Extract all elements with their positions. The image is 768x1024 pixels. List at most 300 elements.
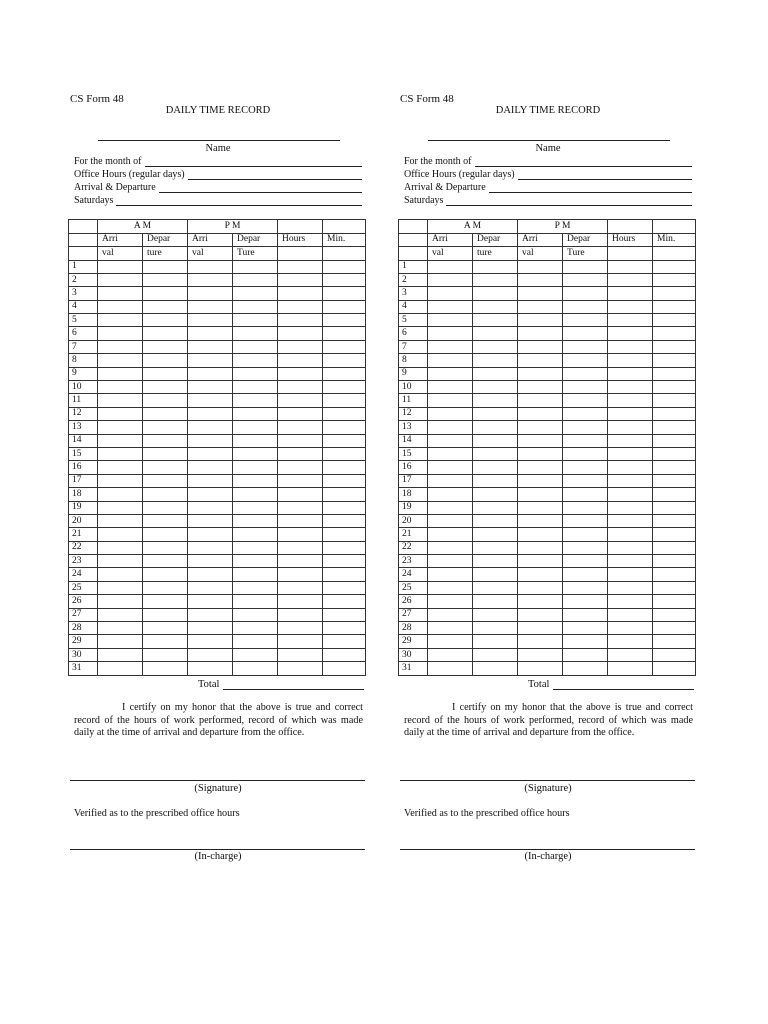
hours-cell[interactable]	[608, 514, 653, 527]
am-departure-cell[interactable]	[143, 287, 188, 300]
pm-arrival-cell[interactable]	[188, 300, 233, 313]
am-arrival-cell[interactable]	[98, 608, 143, 621]
am-arrival-cell[interactable]	[98, 662, 143, 675]
am-arrival-cell[interactable]	[98, 447, 143, 460]
hours-cell[interactable]	[278, 635, 323, 648]
am-departure-cell[interactable]	[143, 528, 188, 541]
min-cell[interactable]	[653, 447, 696, 460]
office-hours-line[interactable]	[188, 170, 362, 180]
pm-arrival-cell[interactable]	[518, 595, 563, 608]
min-cell[interactable]	[323, 608, 366, 621]
am-departure-cell[interactable]	[473, 394, 518, 407]
pm-arrival-cell[interactable]	[188, 662, 233, 675]
am-arrival-cell[interactable]	[98, 340, 143, 353]
am-arrival-cell[interactable]	[428, 260, 473, 273]
am-departure-cell[interactable]	[473, 273, 518, 286]
pm-departure-cell[interactable]	[233, 488, 278, 501]
am-arrival-cell[interactable]	[428, 300, 473, 313]
pm-arrival-cell[interactable]	[188, 461, 233, 474]
pm-arrival-cell[interactable]	[518, 394, 563, 407]
am-departure-cell[interactable]	[143, 260, 188, 273]
min-cell[interactable]	[323, 488, 366, 501]
am-arrival-cell[interactable]	[428, 662, 473, 675]
pm-arrival-cell[interactable]	[518, 340, 563, 353]
am-arrival-cell[interactable]	[98, 367, 143, 380]
am-arrival-cell[interactable]	[428, 648, 473, 661]
min-cell[interactable]	[653, 648, 696, 661]
am-arrival-cell[interactable]	[98, 287, 143, 300]
hours-cell[interactable]	[278, 273, 323, 286]
pm-departure-cell[interactable]	[233, 461, 278, 474]
am-arrival-cell[interactable]	[428, 528, 473, 541]
pm-arrival-cell[interactable]	[188, 340, 233, 353]
am-departure-cell[interactable]	[473, 354, 518, 367]
pm-arrival-cell[interactable]	[188, 608, 233, 621]
am-departure-cell[interactable]	[473, 474, 518, 487]
pm-arrival-cell[interactable]	[518, 407, 563, 420]
pm-departure-cell[interactable]	[233, 407, 278, 420]
hours-cell[interactable]	[608, 568, 653, 581]
am-departure-cell[interactable]	[143, 394, 188, 407]
am-arrival-cell[interactable]	[428, 407, 473, 420]
pm-departure-cell[interactable]	[233, 434, 278, 447]
total-field[interactable]	[528, 678, 694, 690]
pm-arrival-cell[interactable]	[518, 421, 563, 434]
min-cell[interactable]	[323, 514, 366, 527]
hours-cell[interactable]	[608, 581, 653, 594]
month-field[interactable]	[404, 155, 692, 167]
am-departure-cell[interactable]	[473, 407, 518, 420]
am-departure-cell[interactable]	[143, 314, 188, 327]
pm-arrival-cell[interactable]	[518, 287, 563, 300]
am-departure-cell[interactable]	[143, 541, 188, 554]
hours-cell[interactable]	[278, 488, 323, 501]
pm-departure-cell[interactable]	[233, 367, 278, 380]
min-cell[interactable]	[323, 273, 366, 286]
pm-departure-cell[interactable]	[563, 568, 608, 581]
hours-cell[interactable]	[278, 528, 323, 541]
am-arrival-cell[interactable]	[428, 488, 473, 501]
am-departure-cell[interactable]	[143, 354, 188, 367]
min-cell[interactable]	[653, 327, 696, 340]
am-departure-cell[interactable]	[143, 273, 188, 286]
am-arrival-cell[interactable]	[98, 461, 143, 474]
pm-departure-cell[interactable]	[233, 287, 278, 300]
pm-arrival-cell[interactable]	[518, 447, 563, 460]
hours-cell[interactable]	[608, 287, 653, 300]
hours-cell[interactable]	[608, 488, 653, 501]
pm-arrival-cell[interactable]	[518, 528, 563, 541]
am-departure-cell[interactable]	[473, 434, 518, 447]
am-departure-cell[interactable]	[473, 635, 518, 648]
am-departure-cell[interactable]	[143, 514, 188, 527]
hours-cell[interactable]	[278, 555, 323, 568]
pm-arrival-cell[interactable]	[188, 314, 233, 327]
am-departure-cell[interactable]	[143, 648, 188, 661]
hours-cell[interactable]	[278, 662, 323, 675]
am-departure-cell[interactable]	[473, 662, 518, 675]
pm-arrival-cell[interactable]	[188, 568, 233, 581]
am-departure-cell[interactable]	[143, 300, 188, 313]
hours-cell[interactable]	[278, 595, 323, 608]
hours-cell[interactable]	[278, 367, 323, 380]
pm-departure-cell[interactable]	[563, 287, 608, 300]
pm-arrival-cell[interactable]	[188, 541, 233, 554]
am-departure-cell[interactable]	[143, 662, 188, 675]
hours-cell[interactable]	[278, 541, 323, 554]
min-cell[interactable]	[323, 461, 366, 474]
pm-arrival-cell[interactable]	[188, 501, 233, 514]
hours-cell[interactable]	[608, 367, 653, 380]
am-arrival-cell[interactable]	[428, 394, 473, 407]
hours-cell[interactable]	[278, 501, 323, 514]
pm-departure-cell[interactable]	[233, 381, 278, 394]
pm-departure-cell[interactable]	[233, 394, 278, 407]
min-cell[interactable]	[653, 595, 696, 608]
pm-departure-cell[interactable]	[233, 447, 278, 460]
am-departure-cell[interactable]	[473, 327, 518, 340]
am-departure-cell[interactable]	[143, 474, 188, 487]
pm-departure-cell[interactable]	[563, 314, 608, 327]
pm-arrival-cell[interactable]	[518, 300, 563, 313]
hours-cell[interactable]	[278, 648, 323, 661]
am-arrival-cell[interactable]	[428, 608, 473, 621]
pm-arrival-cell[interactable]	[188, 394, 233, 407]
pm-arrival-cell[interactable]	[188, 273, 233, 286]
am-arrival-cell[interactable]	[428, 447, 473, 460]
am-departure-cell[interactable]	[143, 581, 188, 594]
hours-cell[interactable]	[608, 662, 653, 675]
min-cell[interactable]	[323, 407, 366, 420]
hours-cell[interactable]	[278, 327, 323, 340]
min-cell[interactable]	[323, 394, 366, 407]
hours-cell[interactable]	[608, 381, 653, 394]
min-cell[interactable]	[653, 394, 696, 407]
am-arrival-cell[interactable]	[98, 581, 143, 594]
hours-cell[interactable]	[278, 300, 323, 313]
am-arrival-cell[interactable]	[98, 273, 143, 286]
pm-departure-cell[interactable]	[563, 447, 608, 460]
hours-cell[interactable]	[278, 622, 323, 635]
min-cell[interactable]	[323, 581, 366, 594]
hours-cell[interactable]	[608, 447, 653, 460]
am-departure-cell[interactable]	[473, 287, 518, 300]
arrival-departure-field[interactable]	[74, 181, 362, 193]
am-departure-cell[interactable]	[143, 421, 188, 434]
pm-departure-cell[interactable]	[563, 501, 608, 514]
pm-arrival-cell[interactable]	[188, 367, 233, 380]
pm-arrival-cell[interactable]	[188, 528, 233, 541]
pm-departure-cell[interactable]	[563, 622, 608, 635]
pm-departure-cell[interactable]	[563, 488, 608, 501]
hours-cell[interactable]	[278, 407, 323, 420]
min-cell[interactable]	[653, 501, 696, 514]
pm-departure-cell[interactable]	[233, 260, 278, 273]
am-departure-cell[interactable]	[143, 635, 188, 648]
am-departure-cell[interactable]	[473, 461, 518, 474]
pm-departure-cell[interactable]	[233, 340, 278, 353]
pm-arrival-cell[interactable]	[518, 581, 563, 594]
min-cell[interactable]	[323, 474, 366, 487]
min-cell[interactable]	[653, 260, 696, 273]
min-cell[interactable]	[653, 381, 696, 394]
am-departure-cell[interactable]	[143, 461, 188, 474]
min-cell[interactable]	[323, 622, 366, 635]
am-arrival-cell[interactable]	[98, 648, 143, 661]
pm-departure-cell[interactable]	[563, 608, 608, 621]
saturdays-field[interactable]	[74, 194, 362, 206]
hours-cell[interactable]	[278, 514, 323, 527]
pm-arrival-cell[interactable]	[188, 514, 233, 527]
pm-arrival-cell[interactable]	[188, 581, 233, 594]
pm-departure-cell[interactable]	[233, 568, 278, 581]
hours-cell[interactable]	[278, 581, 323, 594]
hours-cell[interactable]	[608, 300, 653, 313]
min-cell[interactable]	[323, 648, 366, 661]
hours-cell[interactable]	[278, 434, 323, 447]
hours-cell[interactable]	[608, 327, 653, 340]
min-cell[interactable]	[653, 528, 696, 541]
am-arrival-cell[interactable]	[428, 595, 473, 608]
pm-departure-cell[interactable]	[233, 662, 278, 675]
pm-arrival-cell[interactable]	[188, 648, 233, 661]
hours-cell[interactable]	[608, 622, 653, 635]
am-arrival-cell[interactable]	[428, 568, 473, 581]
am-arrival-cell[interactable]	[98, 528, 143, 541]
pm-departure-cell[interactable]	[563, 354, 608, 367]
min-cell[interactable]	[653, 340, 696, 353]
pm-arrival-cell[interactable]	[188, 421, 233, 434]
am-arrival-cell[interactable]	[428, 434, 473, 447]
total-field[interactable]	[198, 678, 364, 690]
pm-departure-cell[interactable]	[563, 434, 608, 447]
pm-arrival-cell[interactable]	[518, 314, 563, 327]
am-arrival-cell[interactable]	[98, 300, 143, 313]
arrival-departure-line[interactable]	[159, 183, 362, 193]
am-arrival-cell[interactable]	[98, 541, 143, 554]
month-field[interactable]	[74, 155, 362, 167]
hours-cell[interactable]	[278, 461, 323, 474]
pm-arrival-cell[interactable]	[518, 568, 563, 581]
am-arrival-cell[interactable]	[98, 421, 143, 434]
am-departure-cell[interactable]	[473, 300, 518, 313]
am-arrival-cell[interactable]	[428, 514, 473, 527]
min-cell[interactable]	[323, 501, 366, 514]
signature-line[interactable]	[400, 780, 695, 781]
pm-departure-cell[interactable]	[233, 608, 278, 621]
pm-departure-cell[interactable]	[563, 461, 608, 474]
hours-cell[interactable]	[608, 528, 653, 541]
am-departure-cell[interactable]	[473, 421, 518, 434]
min-cell[interactable]	[323, 327, 366, 340]
hours-cell[interactable]	[608, 340, 653, 353]
min-cell[interactable]	[653, 287, 696, 300]
hours-cell[interactable]	[278, 381, 323, 394]
min-cell[interactable]	[653, 488, 696, 501]
am-departure-cell[interactable]	[473, 340, 518, 353]
pm-departure-cell[interactable]	[563, 273, 608, 286]
min-cell[interactable]	[653, 461, 696, 474]
am-arrival-cell[interactable]	[428, 635, 473, 648]
am-departure-cell[interactable]	[143, 381, 188, 394]
am-departure-cell[interactable]	[473, 648, 518, 661]
min-cell[interactable]	[653, 434, 696, 447]
pm-arrival-cell[interactable]	[188, 287, 233, 300]
am-arrival-cell[interactable]	[98, 488, 143, 501]
am-arrival-cell[interactable]	[98, 354, 143, 367]
month-line[interactable]	[145, 157, 363, 167]
pm-arrival-cell[interactable]	[518, 501, 563, 514]
min-cell[interactable]	[653, 635, 696, 648]
hours-cell[interactable]	[278, 447, 323, 460]
pm-arrival-cell[interactable]	[518, 354, 563, 367]
min-cell[interactable]	[653, 367, 696, 380]
saturdays-field[interactable]	[404, 194, 692, 206]
min-cell[interactable]	[653, 421, 696, 434]
min-cell[interactable]	[323, 340, 366, 353]
hours-cell[interactable]	[278, 474, 323, 487]
am-arrival-cell[interactable]	[428, 581, 473, 594]
saturdays-line[interactable]	[446, 196, 692, 206]
hours-cell[interactable]	[608, 407, 653, 420]
am-departure-cell[interactable]	[473, 260, 518, 273]
pm-departure-cell[interactable]	[563, 381, 608, 394]
am-departure-cell[interactable]	[143, 488, 188, 501]
min-cell[interactable]	[653, 555, 696, 568]
min-cell[interactable]	[323, 447, 366, 460]
am-departure-cell[interactable]	[473, 608, 518, 621]
am-departure-cell[interactable]	[473, 381, 518, 394]
pm-departure-cell[interactable]	[563, 581, 608, 594]
pm-departure-cell[interactable]	[563, 394, 608, 407]
pm-departure-cell[interactable]	[563, 327, 608, 340]
hours-cell[interactable]	[278, 568, 323, 581]
am-departure-cell[interactable]	[143, 501, 188, 514]
am-departure-cell[interactable]	[143, 555, 188, 568]
min-cell[interactable]	[653, 581, 696, 594]
min-cell[interactable]	[323, 260, 366, 273]
min-cell[interactable]	[323, 635, 366, 648]
pm-arrival-cell[interactable]	[518, 381, 563, 394]
pm-departure-cell[interactable]	[563, 541, 608, 554]
name-field[interactable]	[428, 140, 670, 141]
pm-arrival-cell[interactable]	[188, 555, 233, 568]
am-arrival-cell[interactable]	[98, 474, 143, 487]
min-cell[interactable]	[653, 314, 696, 327]
am-arrival-cell[interactable]	[428, 461, 473, 474]
am-departure-cell[interactable]	[473, 528, 518, 541]
pm-departure-cell[interactable]	[563, 528, 608, 541]
pm-arrival-cell[interactable]	[188, 407, 233, 420]
am-arrival-cell[interactable]	[428, 273, 473, 286]
min-cell[interactable]	[323, 555, 366, 568]
am-departure-cell[interactable]	[143, 447, 188, 460]
pm-arrival-cell[interactable]	[188, 434, 233, 447]
min-cell[interactable]	[323, 541, 366, 554]
am-departure-cell[interactable]	[143, 340, 188, 353]
total-line[interactable]	[223, 680, 364, 690]
pm-departure-cell[interactable]	[563, 421, 608, 434]
min-cell[interactable]	[653, 568, 696, 581]
am-departure-cell[interactable]	[473, 595, 518, 608]
pm-departure-cell[interactable]	[563, 662, 608, 675]
hours-cell[interactable]	[278, 314, 323, 327]
min-cell[interactable]	[323, 662, 366, 675]
hours-cell[interactable]	[278, 260, 323, 273]
min-cell[interactable]	[653, 273, 696, 286]
pm-departure-cell[interactable]	[233, 622, 278, 635]
pm-arrival-cell[interactable]	[518, 662, 563, 675]
pm-departure-cell[interactable]	[233, 354, 278, 367]
pm-arrival-cell[interactable]	[188, 635, 233, 648]
pm-departure-cell[interactable]	[563, 514, 608, 527]
pm-departure-cell[interactable]	[233, 501, 278, 514]
am-arrival-cell[interactable]	[98, 260, 143, 273]
am-arrival-cell[interactable]	[98, 394, 143, 407]
min-cell[interactable]	[653, 300, 696, 313]
am-arrival-cell[interactable]	[98, 407, 143, 420]
min-cell[interactable]	[653, 622, 696, 635]
hours-cell[interactable]	[608, 461, 653, 474]
am-departure-cell[interactable]	[143, 608, 188, 621]
am-arrival-cell[interactable]	[98, 514, 143, 527]
hours-cell[interactable]	[608, 595, 653, 608]
pm-arrival-cell[interactable]	[518, 461, 563, 474]
am-arrival-cell[interactable]	[428, 367, 473, 380]
am-departure-cell[interactable]	[473, 488, 518, 501]
pm-departure-cell[interactable]	[563, 555, 608, 568]
in-charge-line[interactable]	[400, 849, 695, 850]
am-departure-cell[interactable]	[143, 407, 188, 420]
am-departure-cell[interactable]	[473, 501, 518, 514]
hours-cell[interactable]	[278, 394, 323, 407]
am-departure-cell[interactable]	[473, 622, 518, 635]
pm-arrival-cell[interactable]	[518, 260, 563, 273]
pm-departure-cell[interactable]	[563, 635, 608, 648]
pm-arrival-cell[interactable]	[518, 622, 563, 635]
office-hours-field[interactable]	[404, 168, 692, 180]
am-arrival-cell[interactable]	[428, 541, 473, 554]
pm-arrival-cell[interactable]	[518, 434, 563, 447]
am-arrival-cell[interactable]	[98, 568, 143, 581]
hours-cell[interactable]	[608, 394, 653, 407]
saturdays-line[interactable]	[116, 196, 362, 206]
hours-cell[interactable]	[608, 354, 653, 367]
pm-arrival-cell[interactable]	[188, 474, 233, 487]
am-departure-cell[interactable]	[143, 595, 188, 608]
pm-departure-cell[interactable]	[233, 528, 278, 541]
name-field[interactable]	[98, 140, 340, 141]
pm-departure-cell[interactable]	[563, 474, 608, 487]
pm-arrival-cell[interactable]	[518, 635, 563, 648]
pm-arrival-cell[interactable]	[518, 488, 563, 501]
min-cell[interactable]	[653, 514, 696, 527]
pm-arrival-cell[interactable]	[188, 488, 233, 501]
hours-cell[interactable]	[608, 555, 653, 568]
min-cell[interactable]	[323, 434, 366, 447]
hours-cell[interactable]	[608, 648, 653, 661]
am-departure-cell[interactable]	[143, 568, 188, 581]
am-arrival-cell[interactable]	[98, 327, 143, 340]
am-arrival-cell[interactable]	[428, 501, 473, 514]
am-arrival-cell[interactable]	[428, 314, 473, 327]
am-arrival-cell[interactable]	[98, 555, 143, 568]
hours-cell[interactable]	[608, 474, 653, 487]
pm-arrival-cell[interactable]	[188, 622, 233, 635]
pm-arrival-cell[interactable]	[518, 608, 563, 621]
pm-departure-cell[interactable]	[233, 581, 278, 594]
am-arrival-cell[interactable]	[98, 595, 143, 608]
